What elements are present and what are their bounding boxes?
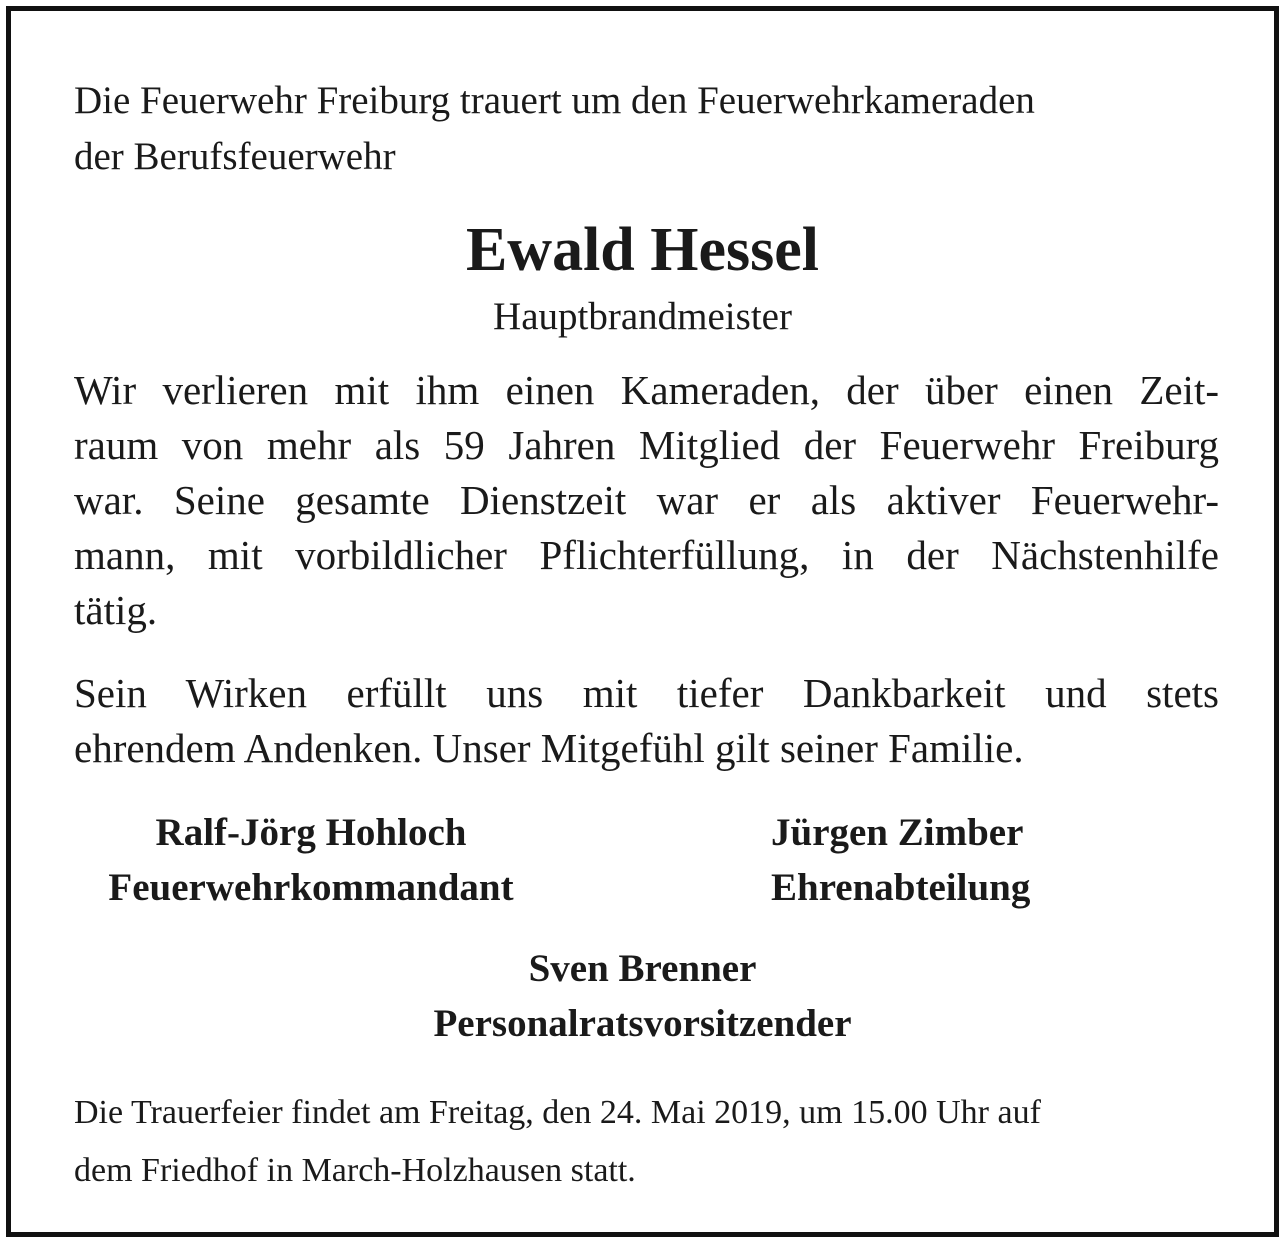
intro-line: der Berufsfeuerwehr xyxy=(74,135,396,178)
paragraph-line: war. Seine gesamte Dienstzeit war er als aktiver Feuerwehr- xyxy=(74,477,1219,523)
paragraph-line: Sein Wirken erfüllt uns mit tiefer Dankbarkeit und stets xyxy=(74,670,1219,716)
paragraph-line: tätig. xyxy=(74,587,158,633)
paragraph-line: mann, mit vorbildlicher Pflichterfüllung, in der Nächstenhilfe xyxy=(74,532,1219,578)
signatory-title: Personalratsvorsitzender xyxy=(433,1002,852,1045)
intro-line: Die Feuerwehr Freiburg trauert um den Feuerwehrkameraden xyxy=(74,79,1035,122)
funeral-info-line: dem Friedhof in March-Holzhausen statt. xyxy=(74,1152,636,1189)
obituary-notice xyxy=(6,6,1279,1237)
signatory xyxy=(771,805,1101,915)
deceased-name: Ewald Hessel xyxy=(465,216,820,284)
funeral-info-line: Die Trauerfeier findet am Freitag, den 24. Mai 2019, um 15.00 Uhr auf xyxy=(74,1094,1041,1131)
signatory-title: Ehrenabteilung xyxy=(771,866,1031,909)
intro-text xyxy=(74,73,1219,185)
signatory xyxy=(11,941,1274,1051)
signatory xyxy=(71,805,551,915)
signatory-title: Feuerwehrkommandant xyxy=(108,866,514,909)
funeral-info xyxy=(74,1084,1219,1200)
signatory-name: Ralf-Jörg Hohloch xyxy=(155,811,467,854)
paragraph-line: raum von mehr als 59 Jahren Mitglied der Feuerwehr Freiburg xyxy=(74,422,1219,468)
signatory-name: Sven Brenner xyxy=(528,947,757,990)
tribute-paragraph xyxy=(74,363,1219,638)
condolence-paragraph xyxy=(74,666,1219,776)
paragraph-line: Wir verlieren mit ihm einen Kameraden, der über einen Zeit- xyxy=(74,367,1219,413)
paragraph-line: ehrendem Andenken. Unser Mitgefühl gilt seiner Familie. xyxy=(74,725,1024,771)
signatory-name: Jürgen Zimber xyxy=(771,811,1024,854)
deceased-rank: Hauptbrandmeister xyxy=(493,295,792,338)
